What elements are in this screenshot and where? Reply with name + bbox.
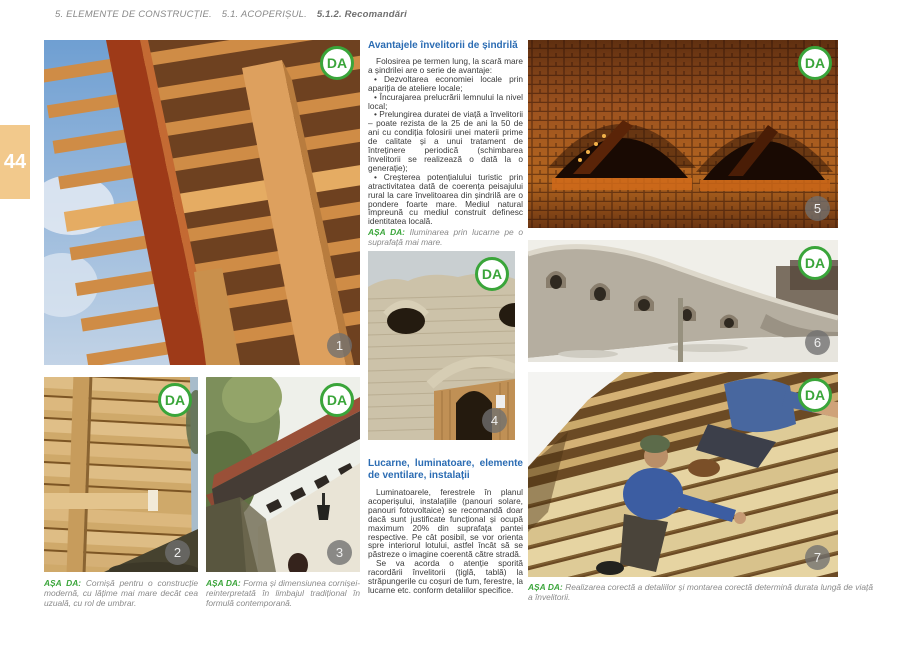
photo-number-badge: 2: [165, 540, 190, 565]
da-badge: DA: [475, 257, 509, 291]
section-body-advantages: [368, 57, 523, 226]
da-badge: DA: [798, 46, 832, 80]
photo-shingle-building-winter-image: [528, 240, 838, 362]
caption-photo-2: [44, 578, 198, 608]
section-title-advantages: Avantajele învelitorii de șindrilă: [368, 40, 518, 51]
breadcrumb: [55, 9, 414, 20]
caption-photo-2-text: Cornișă pentru o construcție modernă, cu lățime mai mare decât cea uzuală, cu rol de umbrar.: [44, 578, 198, 608]
bullet-item: • Încurajarea prelucrării lemnului la nivel local;: [368, 93, 523, 111]
photo-shingle-dormers-image: [528, 40, 838, 228]
bullet-item: • Creșterea potențialului turistic prin atractivitatea dată de coerența peisajului rural la care învelitoarea din șindrilă are o pondere foarte mare. Mediul natural împreună cu mediul construit definesc identitatea locală.: [368, 173, 523, 226]
asa-da-label: AȘA DA:: [528, 582, 563, 592]
paragraph-intro: Folosirea pe termen lung, la scară mare a șindrilei are o serie de avantaje:: [368, 56, 523, 75]
bullet-item: • Dezvoltarea economiei locale prin apariția de ateliere locale;: [368, 75, 523, 93]
photo-shingle-building-winter: [528, 240, 838, 362]
photo-number-badge: 3: [327, 540, 352, 565]
paragraph: Luminatoarele, ferestrele în planul acoperișului, instalațiile (panouri solare, panouri fotovoltaice) se recomandă doar dacă sunt justificate funcțional și ocupă maximum 20% din suprafața pantei respective. Pe cât posibil, se vor orienta spre interiorul lotului, astfel încât să se păstreze o imagine coerentă către stradă.: [368, 487, 523, 560]
breadcrumb-section: 5.1. ACOPERIȘUL.: [221, 9, 307, 20]
section-body-lucarne: [368, 488, 523, 595]
da-badge: DA: [158, 383, 192, 417]
photo-number-badge: 6: [805, 330, 830, 355]
caption-photo-3: [206, 578, 360, 608]
asa-da-label: AȘA DA:: [368, 227, 405, 237]
asa-da-label: AȘA DA:: [44, 578, 82, 588]
da-badge: DA: [798, 378, 832, 412]
da-badge: DA: [320, 383, 354, 417]
caption-photo-7: [528, 582, 873, 602]
photo-modern-cornice: [44, 377, 198, 572]
breadcrumb-chapter: 5. ELEMENTE DE CONSTRUCȚIE.: [55, 9, 212, 20]
photo-number-badge: 5: [805, 196, 830, 221]
asa-da-label: AȘA DA:: [206, 578, 241, 588]
page-number-tab: 44: [0, 125, 30, 199]
photo-shingle-lucarne: [368, 251, 515, 440]
photo-traditional-cornice: [206, 377, 360, 572]
caption-photo-4-text: Iluminarea prin lucarne pe o suprafață mai mare.: [368, 227, 523, 247]
photo-number-badge: 1: [327, 333, 352, 358]
caption-photo-7-text: Realizarea corectă a detaliilor și montarea corectă determină durata lungă de viață a învelitorii.: [528, 582, 873, 602]
photo-number-badge: 4: [482, 408, 507, 433]
da-badge: DA: [320, 46, 354, 80]
breadcrumb-subsection: 5.1.2. Recomandări: [316, 9, 408, 20]
photo-number-badge: 7: [805, 545, 830, 570]
da-badge: DA: [798, 246, 832, 280]
photo-shingle-dormers: [528, 40, 838, 228]
paragraph: Se va acorda o atenție sporită racordării învelitorii (țiglă, tablă) la străpungerile cu coșuri de fum, ferestre, la lucarne etc. conform detaliilor specifice.: [368, 558, 523, 595]
photo-roof-framing-image: [44, 40, 360, 365]
photo-shingle-installation-image: [528, 372, 838, 577]
bullet-item: • Prelungirea duratei de viață a învelitorii – poate rezista de la 25 de ani la 50 de ani cu condiția folosirii unei materii prime de calitate și a unui tratament de întreținere periodică (schimbarea învelitorii se realizează o dată la o generație);: [368, 110, 523, 172]
photo-roof-framing: [44, 40, 360, 365]
caption-photo-3-text: Forma și dimensiunea cornișei- reinterpretată în limbajul tradițional în formulă contemporană.: [206, 578, 360, 608]
photo-shingle-installation: [528, 372, 838, 577]
caption-photo-4: [368, 227, 523, 247]
section-title-lucarne: Lucarne, luminatoare, elemente de ventilare, instalații: [368, 458, 523, 481]
